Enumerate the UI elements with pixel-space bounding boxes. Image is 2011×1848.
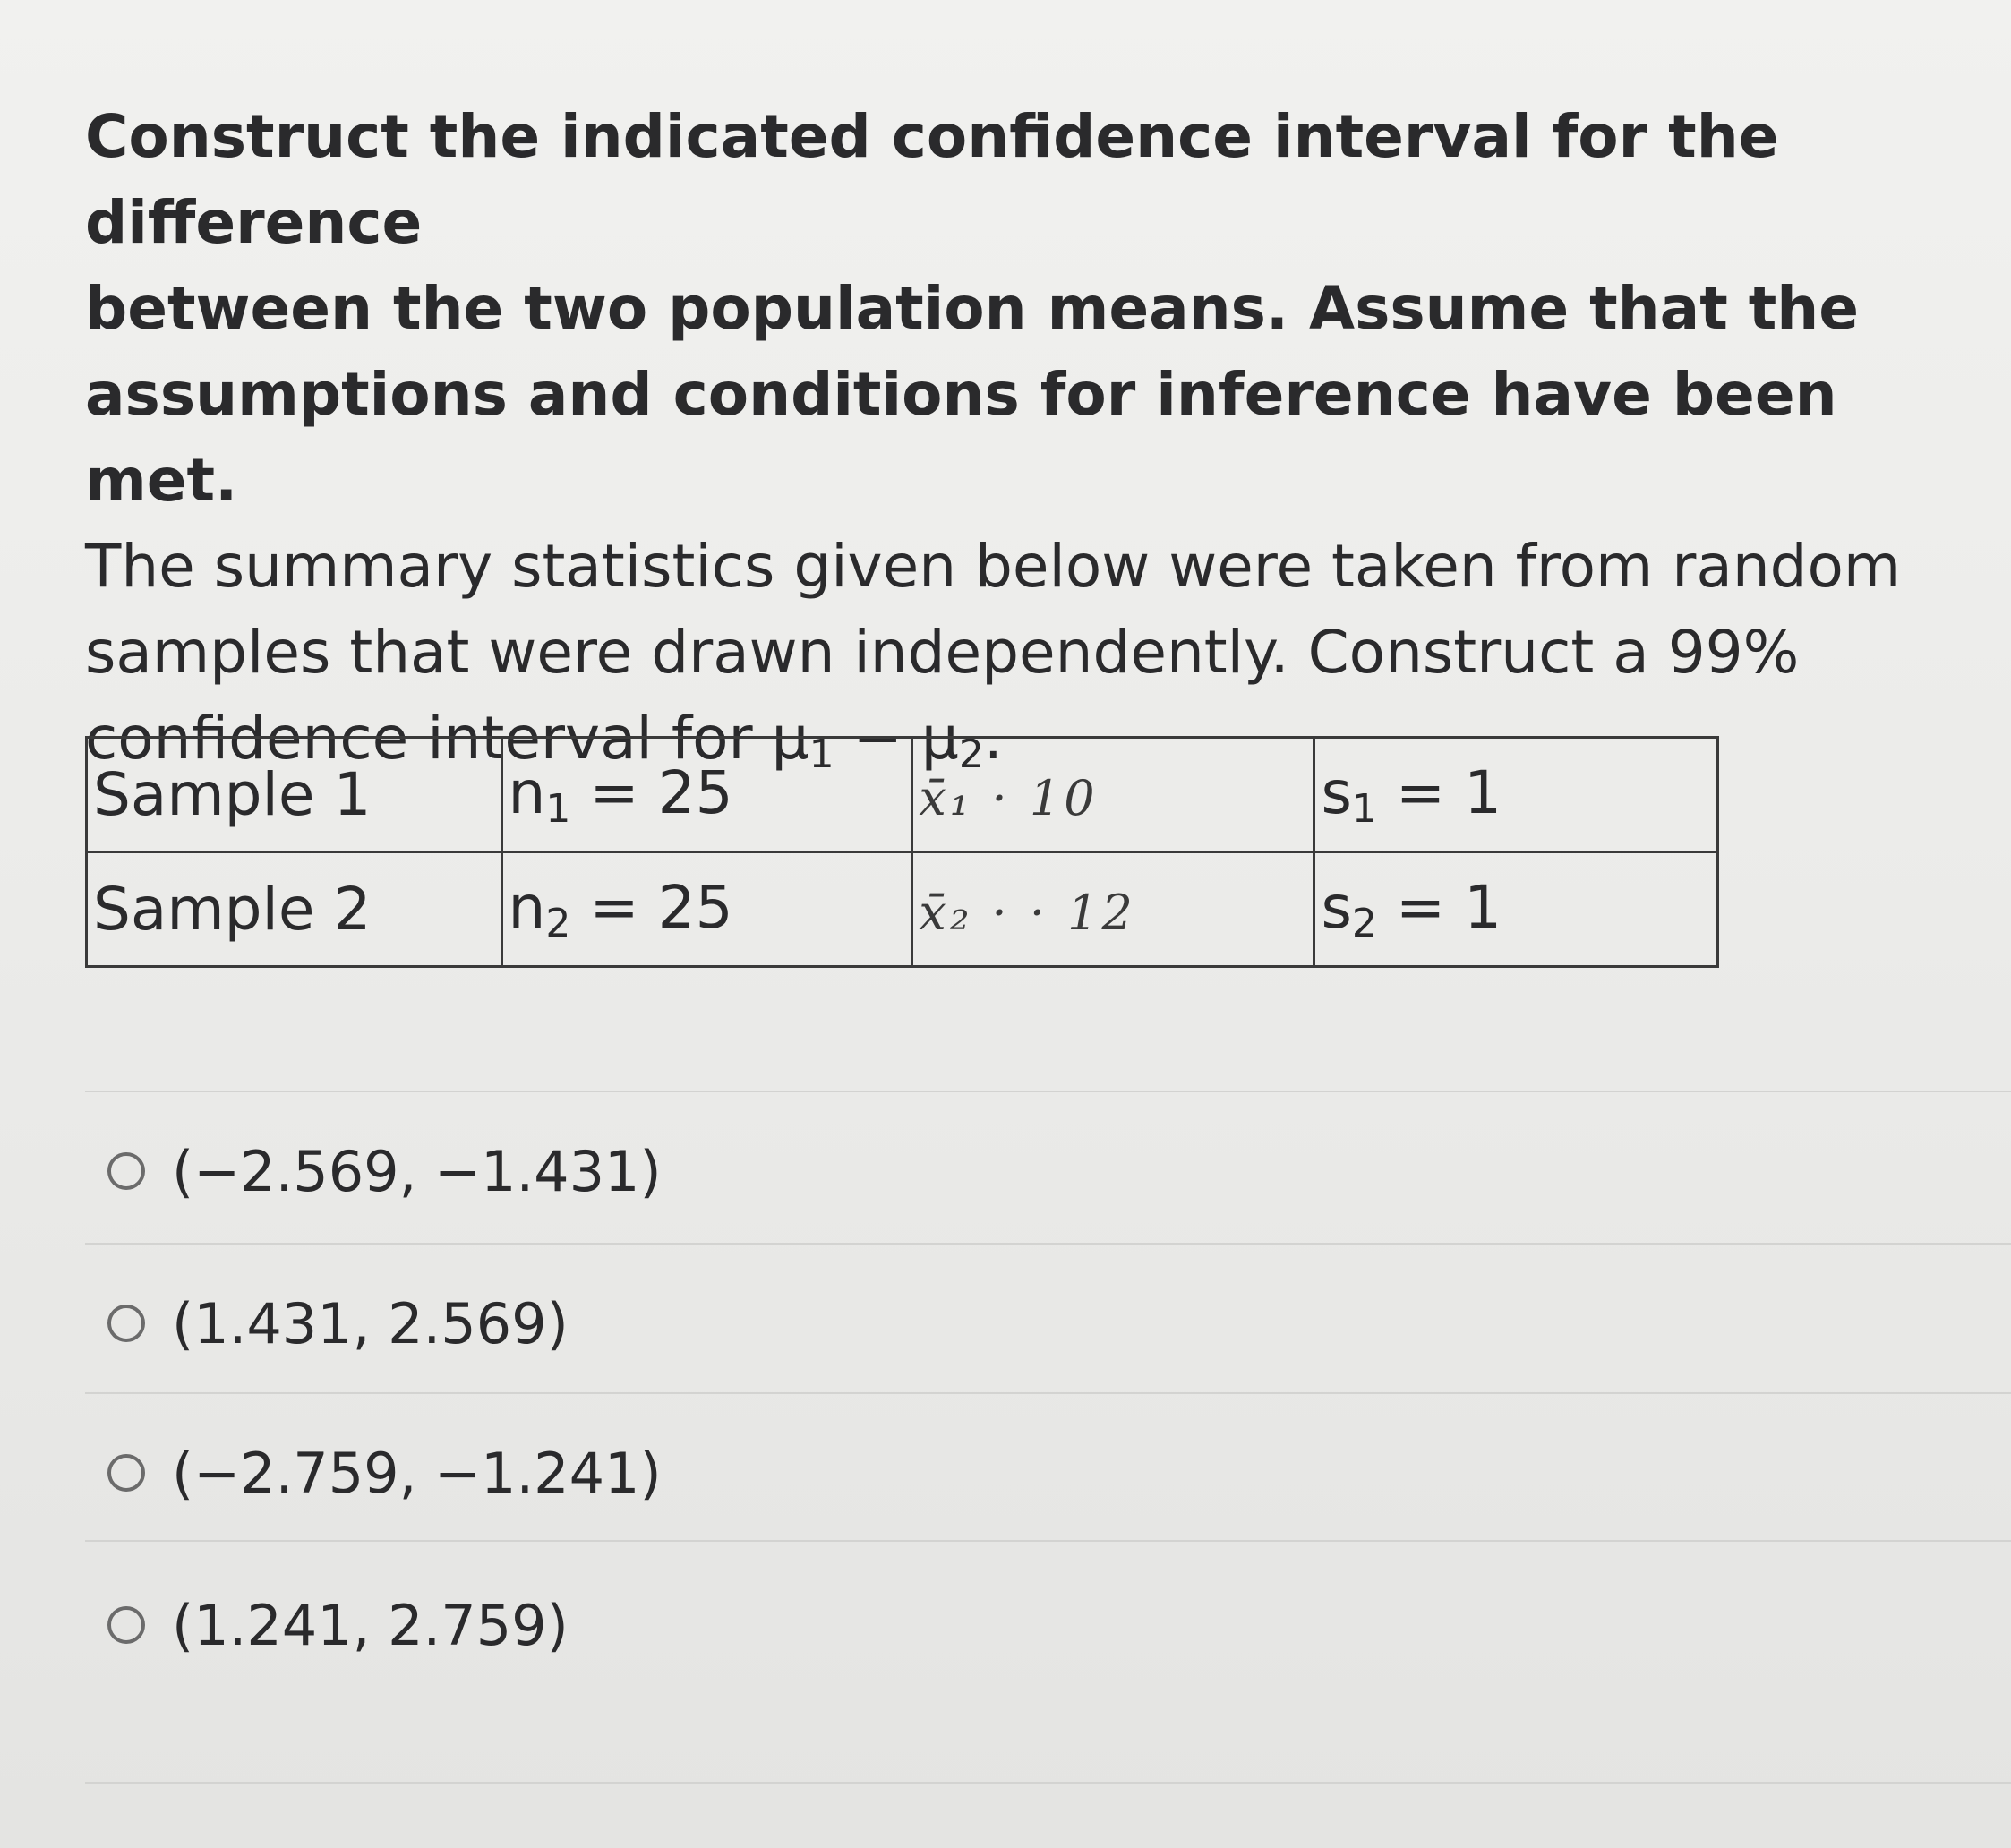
- answer-option-3[interactable]: [107, 1437, 662, 1509]
- answer-option-label[interactable]: (−2.759, −1.241): [172, 1440, 662, 1506]
- question-line-3: assumptions and conditions for inference have been met.: [85, 360, 1837, 515]
- sample-label: Sample 1: [87, 738, 502, 852]
- n-symbol: n: [508, 757, 546, 827]
- sample-label: Sample 2: [87, 852, 502, 967]
- answer-option-4[interactable]: [107, 1589, 569, 1661]
- n-symbol: n: [508, 872, 546, 942]
- xbar-value: · 10: [991, 770, 1099, 826]
- xbar-value: · · 12: [991, 885, 1136, 941]
- divider: [85, 1392, 2011, 1394]
- answer-option-label[interactable]: (−2.569, −1.431): [172, 1138, 662, 1204]
- answer-option-1[interactable]: [107, 1135, 662, 1207]
- n-value: = 25: [570, 757, 733, 827]
- radio-button-icon[interactable]: [107, 1454, 145, 1492]
- n-subscript: 2: [545, 900, 571, 946]
- sample-mean-cell: [912, 852, 1314, 967]
- s-subscript: 1: [1351, 785, 1377, 832]
- question-line-4: The summary statistics given below were taken from random: [85, 532, 1902, 601]
- question-line-5: samples that were drawn independently. Construct a 99%: [85, 618, 1800, 687]
- n-value: = 25: [570, 872, 733, 942]
- answer-option-2[interactable]: [107, 1288, 569, 1359]
- answer-option-label[interactable]: (1.241, 2.759): [172, 1592, 569, 1658]
- xbar-symbol: x̄₁: [919, 770, 973, 826]
- s-symbol: s: [1321, 757, 1352, 827]
- s-value: = 1: [1376, 757, 1502, 827]
- sample-size-cell: [501, 852, 912, 967]
- radio-button-icon[interactable]: [107, 1305, 145, 1342]
- question-line-6-end: .: [983, 704, 1003, 773]
- radio-button-icon[interactable]: [107, 1152, 145, 1190]
- question-line-1: Construct the indicated confidence interval for the difference: [85, 102, 1779, 257]
- sample-mean-cell: [912, 738, 1314, 852]
- radio-button-icon[interactable]: [107, 1606, 145, 1644]
- divider: [85, 1243, 2011, 1245]
- divider: [85, 1540, 2011, 1542]
- n-subscript: 1: [545, 785, 571, 832]
- question-text: [85, 94, 1983, 798]
- std-dev-cell: [1314, 852, 1718, 967]
- xbar-symbol: x̄₂: [919, 885, 973, 941]
- table-row: [87, 738, 1718, 852]
- std-dev-cell: [1314, 738, 1718, 852]
- mu1-subscript: 1: [809, 732, 834, 777]
- question-line-6-prefix: confidence interval for μ: [85, 704, 809, 773]
- mu2-subscript: 2: [958, 732, 984, 777]
- question-line-6-mid: − μ: [834, 704, 959, 773]
- table-row: [87, 852, 1718, 967]
- summary-statistics-table: [85, 736, 1719, 968]
- s-subscript: 2: [1351, 900, 1377, 946]
- divider: [85, 1091, 2011, 1092]
- divider: [85, 1782, 2011, 1784]
- s-symbol: s: [1321, 872, 1352, 942]
- question-line-2: between the two population means. Assume that the: [85, 274, 1860, 343]
- answer-option-label[interactable]: (1.431, 2.569): [172, 1290, 569, 1356]
- sample-size-cell: [501, 738, 912, 852]
- s-value: = 1: [1376, 872, 1502, 942]
